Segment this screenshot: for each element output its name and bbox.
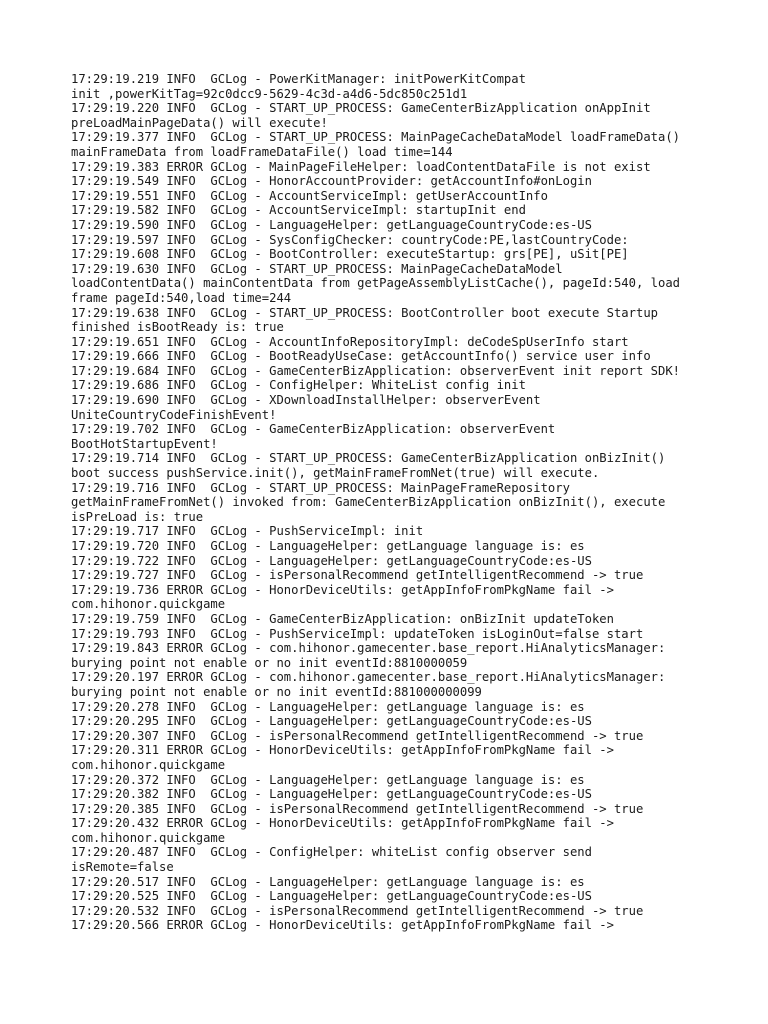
log-line: 17:29:19.727 INFO GCLog - isPersonalRecommend getIntelligentRecommend -> true <box>71 568 644 583</box>
log-line: 17:29:19.716 INFO GCLog - START_UP_PROCESS: MainPageFrameRepository <box>71 480 570 495</box>
log-line: 17:29:19.608 INFO GCLog - BootController: executeStartup: grs[PE], uSit[PE] <box>71 247 629 262</box>
log-line: 17:29:19.793 INFO GCLog - PushServiceImpl: updateToken isLoginOut=false start <box>71 626 644 641</box>
log-line: mainFrameData from loadFrameDataFile() load time=144 <box>71 144 453 159</box>
log-line: 17:29:19.720 INFO GCLog - LanguageHelper: getLanguage language is: es <box>71 539 585 553</box>
log-line: finished isBootReady is: true <box>71 320 284 335</box>
log-line: 17:29:20.432 ERROR GCLog - HonorDeviceUtils: getAppInfoFromPkgName fail -> <box>71 816 614 831</box>
log-line: isPreLoad is: true <box>71 509 204 524</box>
log-line: 17:29:19.722 INFO GCLog - LanguageHelper: getLanguageCountryCode:es-US <box>71 553 592 568</box>
log-line: 17:29:19.843 ERROR GCLog - com.hihonor.gamecenter.base_report.HiAnalyticsManager: <box>71 641 666 656</box>
log-line: 17:29:20.525 INFO GCLog - LanguageHelper: getLanguageCountryCode:es-US <box>71 889 592 904</box>
log-line: 17:29:20.487 INFO GCLog - ConfigHelper: whiteList config observer send <box>71 845 592 860</box>
log-line: 17:29:19.759 INFO GCLog - GameCenterBizApplication: onBizInit updateToken <box>71 611 614 626</box>
log-line: com.hihonor.quickgame <box>71 830 226 845</box>
log-line: 17:29:19.690 INFO GCLog - XDownloadInstallHelper: observerEvent <box>71 393 541 408</box>
log-line: getMainFrameFromNet() invoked from: GameCenterBizApplication onBizInit(), execute <box>71 495 666 510</box>
log-line: 17:29:20.197 ERROR GCLog - com.hihonor.gamecenter.base_report.HiAnalyticsManager: <box>71 670 666 685</box>
log-line: 17:29:19.582 INFO GCLog - AccountServiceImpl: startupInit end <box>71 203 526 218</box>
log-line: 17:29:20.517 INFO GCLog - LanguageHelper: getLanguage language is: es <box>71 874 585 889</box>
log-line: com.hihonor.quickgame <box>71 597 226 612</box>
log-line: 17:29:20.566 ERROR GCLog - HonorDeviceUtils: getAppInfoFromPkgName fail -> <box>71 918 614 933</box>
log-line: burying point not enable or no init eventId:881000000099 <box>71 684 482 699</box>
log-line: 17:29:19.383 ERROR GCLog - MainPageFileHelper: loadContentDataFile is not exist <box>71 159 651 174</box>
log-line: 17:29:20.385 INFO GCLog - isPersonalRecommend getIntelligentRecommend -> true <box>71 801 644 816</box>
log-line: 17:29:19.717 INFO GCLog - PushServiceImpl: init <box>71 524 424 539</box>
log-document <box>71 72 711 933</box>
log-line: boot success pushService.init(), getMainFrameFromNet(true) will execute. <box>71 466 600 481</box>
log-line: 17:29:19.714 INFO GCLog - START_UP_PROCESS: GameCenterBizApplication onBizInit() <box>71 451 666 466</box>
log-line: UniteCountryCodeFinishEvent! <box>71 407 277 422</box>
log-line: 17:29:19.638 INFO GCLog - START_UP_PROCESS: BootController boot execute Startup <box>71 305 658 320</box>
log-line: loadContentData() mainContentData from getPageAssemblyListCache(), pageId:540, load <box>71 276 681 291</box>
log-line: 17:29:20.295 INFO GCLog - LanguageHelper: getLanguageCountryCode:es-US <box>71 714 592 729</box>
log-line: com.hihonor.quickgame <box>71 757 226 772</box>
log-line: init ,powerKitTag=92c0dcc9-5629-4c3d-a4d6-5dc850c251d1 <box>71 86 468 101</box>
log-line: 17:29:20.311 ERROR GCLog - HonorDeviceUtils: getAppInfoFromPkgName fail -> <box>71 743 614 758</box>
log-line: 17:29:20.307 INFO GCLog - isPersonalRecommend getIntelligentRecommend -> true <box>71 728 644 743</box>
log-line: 17:29:20.278 INFO GCLog - LanguageHelper: getLanguage language is: es <box>71 699 585 714</box>
log-line: 17:29:20.532 INFO GCLog - isPersonalRecommend getIntelligentRecommend -> true <box>71 903 644 918</box>
log-line: 17:29:19.219 INFO GCLog - PowerKitManager: initPowerKitCompat <box>71 72 526 86</box>
log-line: 17:29:19.549 INFO GCLog - HonorAccountProvider: getAccountInfo#onLogin <box>71 174 592 189</box>
log-line: 17:29:19.377 INFO GCLog - START_UP_PROCESS: MainPageCacheDataModel loadFrameData() <box>71 130 681 145</box>
log-line: 17:29:20.372 INFO GCLog - LanguageHelper: getLanguage language is: es <box>71 772 585 787</box>
log-line: BootHotStartupEvent! <box>71 436 218 451</box>
log-line: 17:29:19.651 INFO GCLog - AccountInfoRepositoryImpl: deCodeSpUserInfo start <box>71 334 629 349</box>
log-line: 17:29:19.666 INFO GCLog - BootReadyUseCase: getAccountInfo() service user info <box>71 349 651 364</box>
log-line: 17:29:19.702 INFO GCLog - GameCenterBizApplication: observerEvent <box>71 422 556 437</box>
log-line: 17:29:20.382 INFO GCLog - LanguageHelper: getLanguageCountryCode:es-US <box>71 787 592 802</box>
log-line: 17:29:19.736 ERROR GCLog - HonorDeviceUtils: getAppInfoFromPkgName fail -> <box>71 582 614 597</box>
log-line: 17:29:19.597 INFO GCLog - SysConfigChecker: countryCode:PE,lastCountryCode: <box>71 232 629 247</box>
log-line: frame pageId:540,load time=244 <box>71 290 292 305</box>
log-line: 17:29:19.630 INFO GCLog - START_UP_PROCESS: MainPageCacheDataModel <box>71 261 563 276</box>
log-line: burying point not enable or no init eventId:8810000059 <box>71 655 468 670</box>
log-line: isRemote=false <box>71 860 174 875</box>
log-line: 17:29:19.590 INFO GCLog - LanguageHelper: getLanguageCountryCode:es-US <box>71 217 592 232</box>
log-line: 17:29:19.551 INFO GCLog - AccountServiceImpl: getUserAccountInfo <box>71 188 548 203</box>
log-line: preLoadMainPageData() will execute! <box>71 115 328 130</box>
log-line: 17:29:19.684 INFO GCLog - GameCenterBizApplication: observerEvent init report SDK! <box>71 363 681 378</box>
log-line: 17:29:19.220 INFO GCLog - START_UP_PROCESS: GameCenterBizApplication onAppInit <box>71 101 651 116</box>
log-line: 17:29:19.686 INFO GCLog - ConfigHelper: WhiteList config init <box>71 378 526 393</box>
